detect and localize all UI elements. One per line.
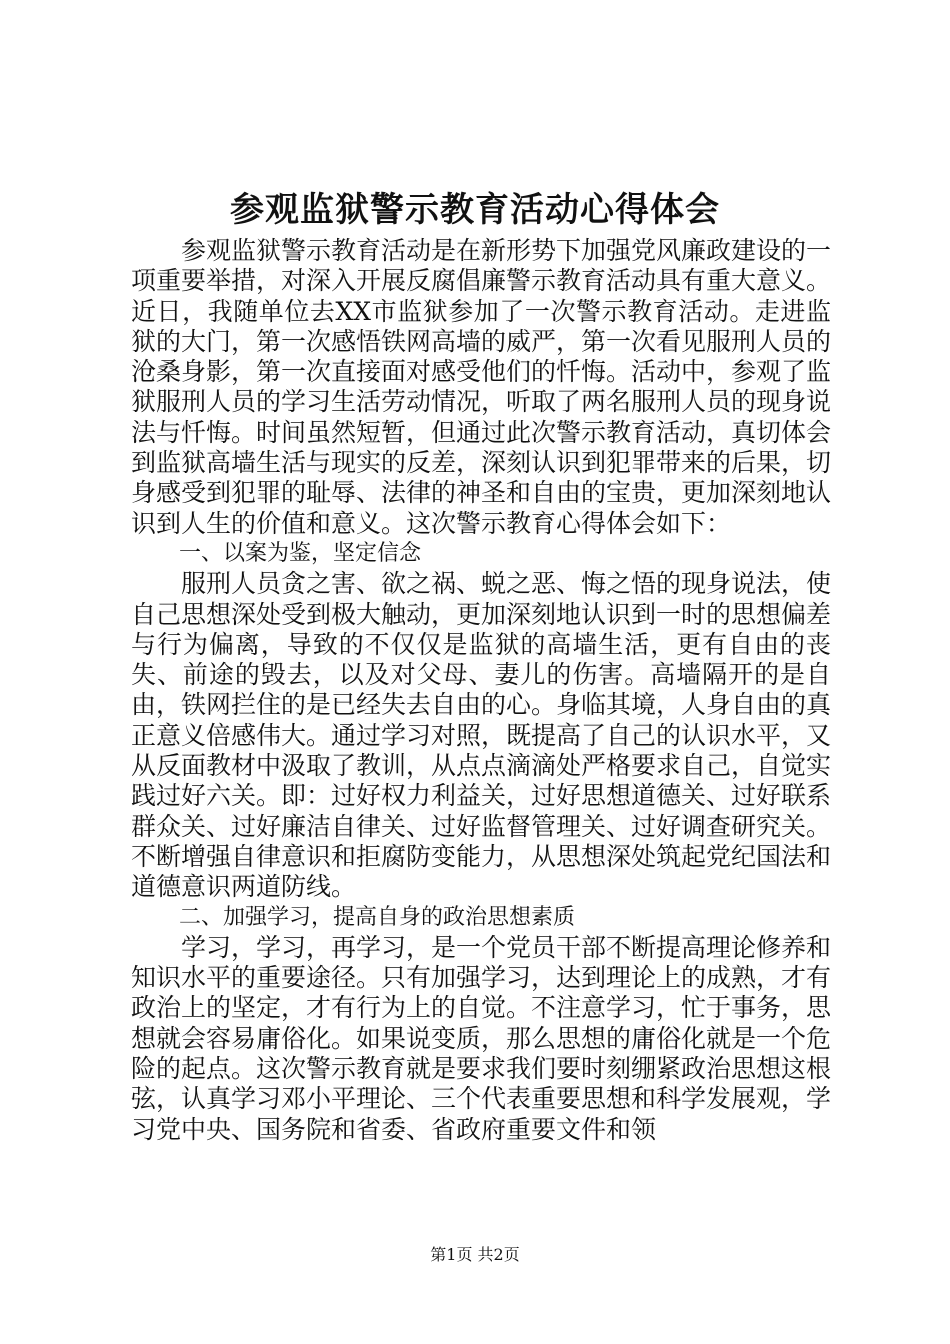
page-footer: 第1页 共2页 <box>430 1245 520 1264</box>
section-heading-2: 二、加强学习，提高自身的政治思想素质 <box>179 904 576 930</box>
body-paragraph-section-1: 服刑人员贪之害、欲之祸、蜕之恶、悔之悟的现身说法，使自己思想深处受到极大触动，更加深刻地认识到一时的思想偏差与行为偏离，导致的不仅仅是监狱的高墙生活，更有自由的丧失、前途的毁去，以及对父母、妻儿的伤害。高墙隔开的是自由，铁网拦住的是已经失去自由的心。身临其境，人身自由的真正意义倍感伟大。通过学习对照，既提高了自己的认识水平，又从反面教材中汲取了教训，从点点滴滴处严格要求自己，自觉实践过好六关。即：过好权力利益关，过好思想道德关、过好联系群众关、过好廉洁自律关、过好监督管理关、过好调查研究关。不断增强自律意识和拒腐防变能力，从思想深处筑起党纪国法和道德意识两道防线。 <box>131 569 832 902</box>
document-body <box>131 236 831 1145</box>
body-paragraph-section-2: 学习，学习，再学习，是一个党员干部不断提高理论修养和知识水平的重要途径。只有加强学习，达到理论上的成熟，才有政治上的坚定，才有行为上的自觉。不注意学习，忙于事务，思想就会容易庸俗化。如果说变质，那么思想的庸俗化就是一个危险的起点。这次警示教育就是要求我们要时刻绷紧政治思想这根弦，认真学习邓小平理论、三个代表重要思想和科学发展观，学习党中央、国务院和省委、省政府重要文件和领 <box>131 932 832 1144</box>
section-heading-1: 一、以案为鉴，坚定信念 <box>179 540 422 566</box>
body-paragraph-intro: 参观监狱警示教育活动是在新形势下加强党风廉政建设的一项重要举措，对深入开展反腐倡廉警示教育活动具有重大意义。近日，我随单位去XX市监狱参加了一次警示教育活动。走进监狱的大门，第一次感悟铁网高墙的威严，第一次看见服刑人员的沧桑身影，第一次直接面对感受他们的忏悔。活动中，参观了监狱服刑人员的学习生活劳动情况，听取了两名服刑人员的现身说法与忏悔。时间虽然短暂，但通过此次警示教育活动，真切体会到监狱高墙生活与现实的反差，深刻认识到犯罪带来的后果，切身感受到犯罪的耻辱、法律的神圣和自由的宝贵，更加深刻地认识到人生的价值和意义。这次警示教育心得体会如下： <box>131 236 832 538</box>
document-title: 参观监狱警示教育活动心得体会 <box>230 190 720 230</box>
